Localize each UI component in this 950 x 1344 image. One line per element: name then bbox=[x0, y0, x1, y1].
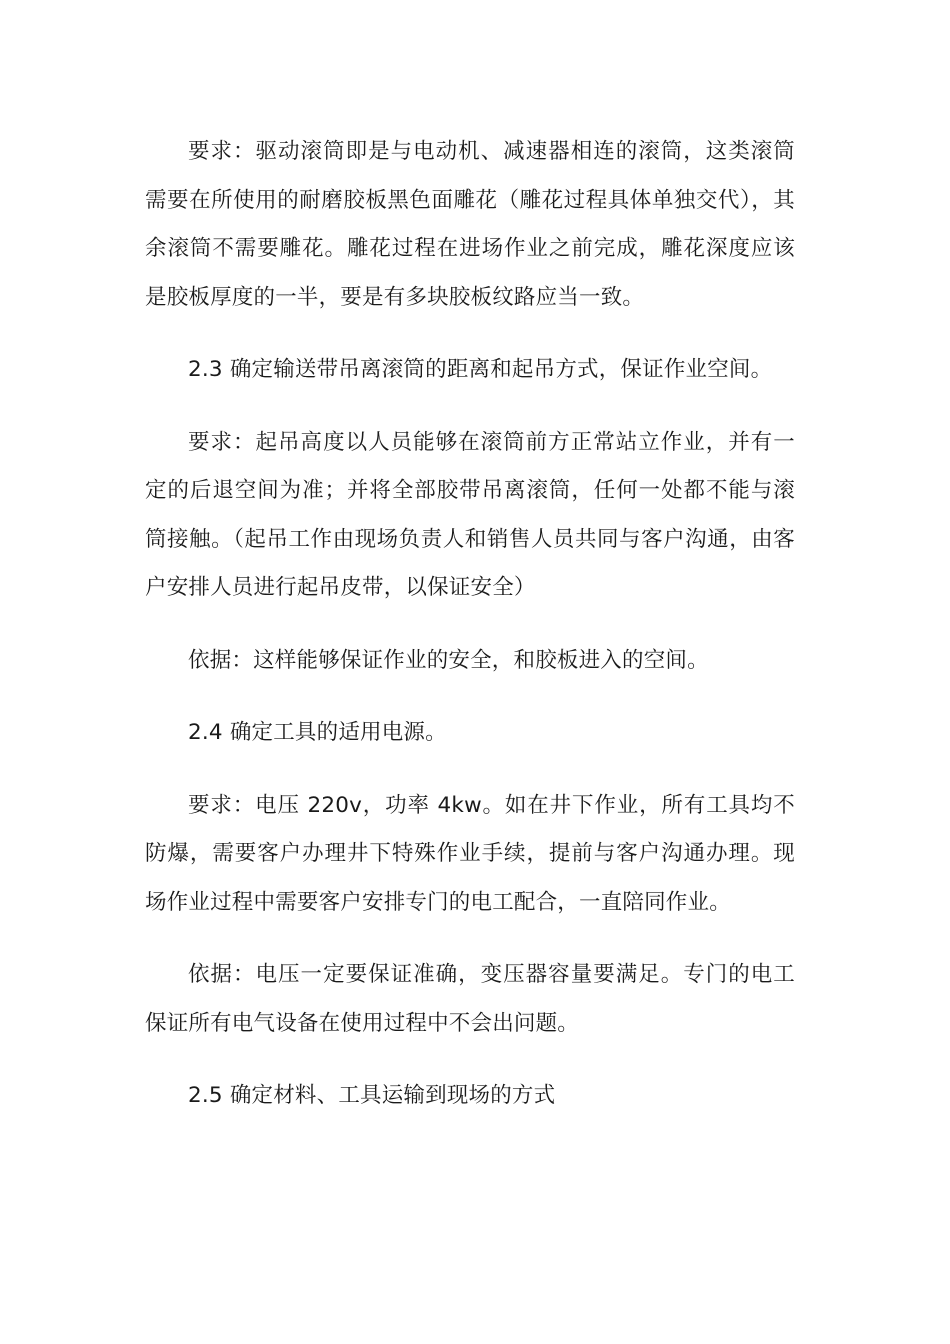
section-heading-2-5: 2.5 确定材料、工具运输到现场的方式 bbox=[188, 1083, 556, 1108]
section-heading-2-4: 2.4 确定工具的适用电源。 bbox=[188, 720, 447, 745]
paragraph-lifting-basis: 依据：这样能够保证作业的安全，和胶板进入的空间。 bbox=[188, 647, 709, 673]
paragraph-lifting-requirement: 要求：起吊高度以人员能够在滚筒前方正常站立作业，并有一定的后退空间为准；并将全部胶带吊离滚筒，任何一处都不能与滚筒接触。（起吊工作由现场负责人和销售人员共同与客户沟通，由客户安排人员进行起吊皮带，以保证安全） bbox=[145, 429, 795, 600]
document-body bbox=[145, 128, 795, 1145]
paragraph-power-requirement: 要求：电压 220v，功率 4kw。如在井下作业，所有工具均不防爆，需要客户办理井下特殊作业手续，提前与客户沟通办理。现场作业过程中需要客户安排专门的电工配合，一直陪同作业。 bbox=[145, 792, 795, 915]
paragraph-power-basis: 依据：电压一定要保证准确，变压器容量要满足。专门的电工保证所有电气设备在使用过程中不会出问题。 bbox=[145, 962, 795, 1036]
section-heading-2-3: 2.3 确定输送带吊离滚筒的距离和起吊方式，保证作业空间。 bbox=[188, 357, 773, 382]
paragraph-drive-drum-requirement: 要求：驱动滚筒即是与电动机、减速器相连的滚筒，这类滚筒需要在所使用的耐磨胶板黑色面雕花（雕花过程具体单独交代），其余滚筒不需要雕花。雕花过程在进场作业之前完成，雕花深度应该是胶板厚度的一半，要是有多块胶板纹路应当一致。 bbox=[145, 139, 795, 310]
